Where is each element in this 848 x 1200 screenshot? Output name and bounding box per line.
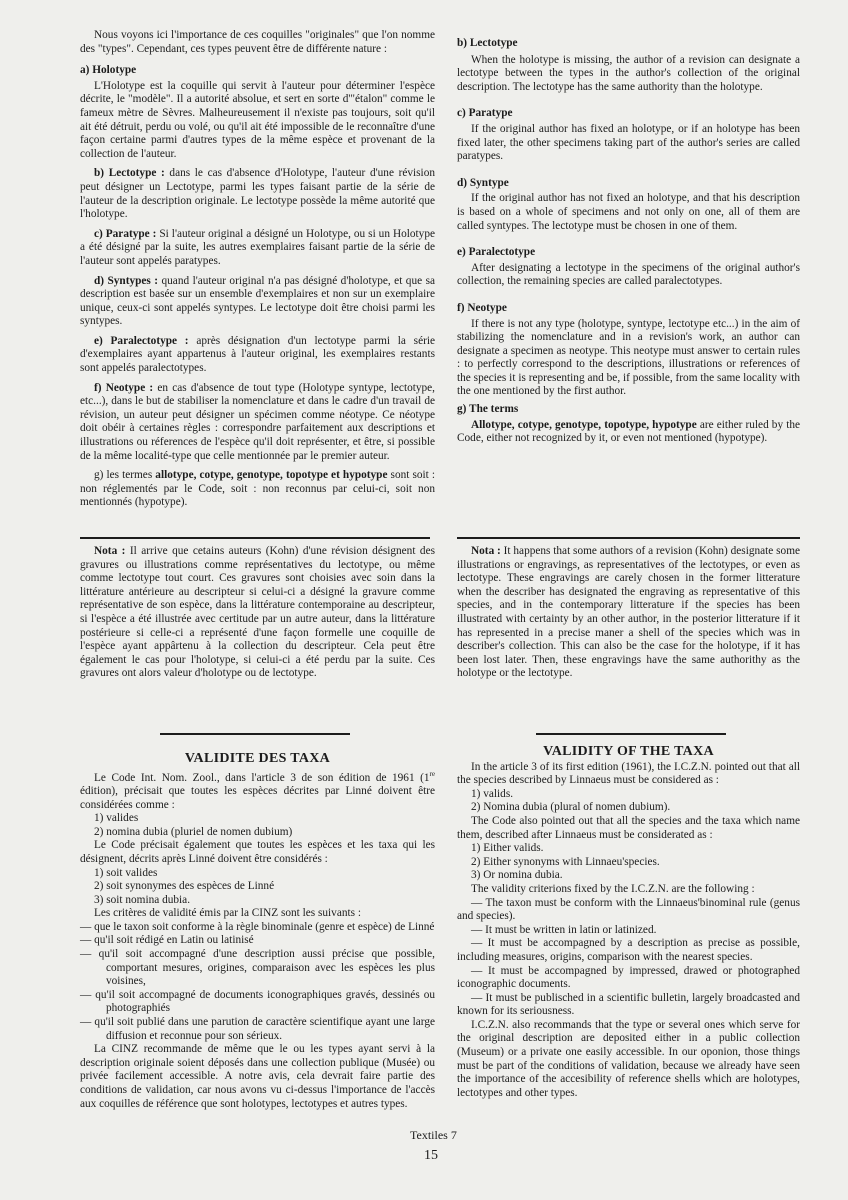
french-column-top bbox=[80, 29, 435, 510]
en-paralectotype-heading: e) Paralectotype bbox=[457, 246, 536, 259]
french-validity-section bbox=[80, 752, 435, 1111]
syntypes-paragraph bbox=[80, 275, 435, 329]
list-item: 1) valides bbox=[94, 812, 139, 825]
english-title-rule bbox=[536, 733, 726, 735]
en-terms-heading: g) The terms bbox=[457, 403, 519, 416]
en-nota-text: It happens that some authors of a revision (Kohn) designate some illustrations or engravings, as representatives of the lectotypes, or even as lectotype. These engravings are carely chosen in the former litterature when the describer has designated the engraving as representative of this species, and in the contemporary litterature if the species has been illustrated with certainty by an other author, in the posterior litterature if it has represented in a precise maner a shell of the species which was in describer's collection. This can also be the case for the holotype, if it has been lost later. Then, these engravings have the same authorithy as the holotype or the lectotype. bbox=[457, 545, 800, 680]
fr-validity-p1-b: édition), précisait que toutes les espèces décrites par Linné doivent être considérées comme : bbox=[80, 784, 435, 811]
criteria-item: — qu'il soit accompagné d'une description aussi précise que possible, comportant mesures, origines, comparaison avec les espèces les plus voisines, bbox=[80, 948, 435, 988]
holotype-paragraph: L'Holotype est la coquille qui servit à l'auteur pour déterminer l'espèce décrite, le "modèle". Il a autorité absolue, et sert en sorte d'"étalon" comme le fameux mètre de Sèvres. Malheureusement il n'existe pas toujours, soit qu'il ait été détruit, perdu ou volé, ou qu'il ait été impossible de le reconnaître d'une façon certaine parmi d'autres types de la même espèce et provenant de la collection de l'auteur. bbox=[80, 79, 435, 160]
criteria-item: — It must be written in latin or latinized. bbox=[471, 923, 657, 936]
neotype-label: f) Neotype : bbox=[94, 381, 154, 394]
en-neotype-paragraph: If there is not any type (holotype, syntype, lectotype etc...) in the aim of stabilizing the nomenclature and in a revision's work, an author can designate a specimen as neotype. This neotype must answer to certain rules : to perfectly correspond to the descriptions, illustrations or references of the species it is representing and be, if possible, from the same locality with the one mentioned by the first author. bbox=[457, 317, 800, 398]
english-divider bbox=[457, 537, 800, 539]
en-validity-title: VALIDITY OF THE TAXA bbox=[543, 744, 714, 759]
en-validity-p2: The Code also pointed out that all the species and the taxa which name them, described after Linnaeus must be considerated as : bbox=[457, 814, 800, 841]
fr-nota-paragraph bbox=[80, 545, 435, 681]
fr-nota-label: Nota : bbox=[94, 545, 126, 557]
en-terms-paragraph bbox=[457, 419, 800, 446]
paralectotype-label: e) Paralectotype : bbox=[94, 334, 189, 347]
en-nota-label: Nota : bbox=[471, 545, 501, 557]
magazine-name: Textiles 7 bbox=[410, 1128, 457, 1142]
list-item: 2) soit synonymes des espèces de Linné bbox=[94, 880, 275, 893]
terms-paragraph bbox=[80, 469, 435, 510]
lectotype-label: b) Lectotype : bbox=[94, 167, 165, 180]
en-validity-p4: I.C.Z.N. also recommands that the type or several ones which serve for the original description are deposited either in a public collection (Museum) or a private one easily accessible. In our oponion, those things must be part of the conditions of validation, because we already have seen the importance of the accesibility of reference shells which are holotypes, lectotypes and other types. bbox=[457, 1018, 800, 1099]
paralectotype-text: après désignation d'un lectotype parmi la série d'exemplaires ayant appartenus à l'auteur original, les exemplaires restants sont appelés paralectotypes. bbox=[80, 334, 436, 375]
syntypes-text: quand l'auteur original n'a pas désigné d'holotype, et que sa description est basée sur un ensemble d'exemplaires et non sur un exemplaire unique, ceux-ci sont appelés syntypes. Le lectotype doit être choisi parmi les syntypes. bbox=[80, 274, 435, 328]
paratype-paragraph bbox=[80, 228, 435, 269]
paratype-label: c) Paratype : bbox=[94, 227, 157, 240]
en-terms-text: are either ruled by the Code, either not recognized by it, or even not mentioned (hypotype). bbox=[457, 418, 800, 445]
neotype-text: en cas d'absence de tout type (Holotype syntype, lectotype, etc...), dans le but de stabiliser la nomenclature et dans le cadre d'un travail de révision, un auteur peut désigner un spécimen comme néotype. Ce néotype doit obéir à certaines règles : correspondre parfaitement aux descriptions et illustrations ou réferences de l'espèce qu'il doit représenter, et être, si possible de la même localité-type que celle mentionnée par le premier auteur. bbox=[80, 381, 436, 462]
fr-validity-title: VALIDITE DES TAXA bbox=[184, 751, 331, 766]
syntypes-label: d) Syntypes : bbox=[94, 274, 159, 287]
english-column-top bbox=[457, 37, 800, 446]
terms-bold: allotype, cotype, genotype, topotype et hypotype bbox=[155, 469, 388, 482]
criteria-item: — que le taxon soit conforme à la règle binominale (genre et espèce) de Linné bbox=[80, 920, 435, 933]
fr-validity-p2: Le Code précisait également que toutes les espèces et les taxa qui les désignent, décrits après Linné doivent être considérés : bbox=[80, 839, 435, 865]
list-item: 2) Nomina dubia (plural of nomen dubium). bbox=[471, 801, 671, 814]
page-number: 15 bbox=[424, 1148, 438, 1163]
fr-nota-text: Il arrive que cetains auteurs (Kohn) d'une révision désignent des gravures ou illustrations comme représentatives du lectotype, ou même comme lectotype tout court. Ces gravures sont choisies avec soin dans la littérature antérieure au descripteur si celui-ci a désigné la gravure comme représentative de son espèce, dans la littérature contemporaine au descripteur, si l'espèce a été illustrée avec certitude par un autre auteur, dans la littérature postérieure si celle-ci a représenté d'une façon formelle une coquille de l'espèce ayant appârtenu à la collection du descripteur. Cela peut être également le cas pour l'holotype, si celui-ci a été perdu par la suite. Ces gravures ont alors valeur d'holotype ou de lectotype. bbox=[80, 545, 435, 680]
criteria-item: — It must be accompagned by impressed, drawed or photographed iconographic documents. bbox=[457, 964, 800, 991]
criteria-item: — qu'il soit rédigé en Latin ou latinisé bbox=[80, 934, 254, 947]
en-terms-bold: Allotype, cotype, genotype, topotype, hypotype bbox=[471, 418, 697, 431]
criteria-item: — It must be accompagned by a description as precise as possible, including measures, origins, comparison with the nearest species. bbox=[457, 937, 800, 963]
fr-validity-p3: Les critères de validité émis par la CINZ sont les suivants : bbox=[94, 907, 361, 920]
paratype-text: Si l'auteur original a désigné un Holotype, ou si un Holotype a été désigné par la suite, les autres exemplaires faisant partie de la série de l'auteur sont appelés paratypes. bbox=[80, 227, 435, 267]
french-nota bbox=[80, 545, 435, 681]
list-item: 1) soit valides bbox=[94, 866, 158, 879]
en-lectotype-paragraph: When the holotype is missing, the author of a revision can designate a lectotype between the types in the author's collection of the original description. The lectotype has the same authority than the holotype. bbox=[457, 53, 800, 93]
en-paralectotype-paragraph: After designating a lectotype in the specimens of the original author's collection, the remaining species are called paralectotypes. bbox=[457, 261, 800, 288]
criteria-item: — qu'il soit publié dans une parution de caractère scientifique ayant une large diffusion et reconnue pour son sérieux. bbox=[80, 1016, 435, 1042]
en-nota-paragraph bbox=[457, 545, 800, 681]
list-item: 1) valids. bbox=[471, 787, 514, 800]
terms-label: g) les termes bbox=[94, 469, 156, 482]
lectotype-text: dans le cas d'absence d'Holotype, l'auteur d'une révision peut désigner un Lectotype, parmi les types faisant partie de la série de l'auteur de la description originale. Le lectotype possède la même autorité que l'holotype. bbox=[80, 167, 435, 221]
en-syntype-heading: d) Syntype bbox=[457, 176, 509, 189]
paralectotype-paragraph bbox=[80, 335, 435, 376]
fr-validity-p4: La CINZ recommande de même que le ou les types ayant servi à la description originale soient déposés dans une collection publique (Musée) ou privée facilement accessible. A notre avis, cela devrait faire partie des conditions de validation, car nous avons vu ci-dessus l'importance de l'accès aux coquilles de référence que sont holotypes, lectotypes et autres types. bbox=[80, 1043, 435, 1110]
en-validity-p1: In the article 3 of its first edition (1961), the I.C.Z.N. pointed out that all the species described by Linnaeus must be considered as : bbox=[457, 760, 800, 787]
en-neotype-heading: f) Neotype bbox=[457, 301, 507, 314]
fr-validity-p1-sup: re bbox=[429, 769, 435, 778]
intro-paragraph: Nous voyons ici l'importance de ces coquilles "originales" que l'on nomme des "types". Cependant, ces types peuvent être de différente nature : bbox=[80, 29, 435, 55]
list-item: 3) soit nomina dubia. bbox=[94, 893, 191, 906]
list-item: 2) nomina dubia (pluriel de nomen dubium) bbox=[94, 825, 293, 838]
neotype-paragraph bbox=[80, 382, 435, 464]
terms-text: sont soit : non réglementés par le Code, soit : non reconnus par celui-ci, soit non mentionnés (hypotype). bbox=[80, 469, 435, 509]
french-title-rule bbox=[160, 733, 350, 735]
list-item: 3) Or nomina dubia. bbox=[471, 869, 563, 882]
en-paratype-paragraph: If the original author has fixed an holotype, or if an holotype has been fixed later, the other specimens taking part of the author's series are called paratypes. bbox=[457, 122, 800, 163]
en-validity-p3: The validity criterions fixed by the I.C.Z.N. are the following : bbox=[471, 882, 755, 895]
criteria-item: — The taxon must be conform with the Linnaeus'binominal rule (genus and species). bbox=[457, 896, 800, 923]
english-validity-section bbox=[457, 745, 800, 1100]
list-item: 1) Either valids. bbox=[471, 842, 544, 855]
criteria-item: — qu'il soit accompagné de documents iconographiques gravés, dessinés ou photographiés bbox=[80, 988, 435, 1015]
en-paratype-heading: c) Paratype bbox=[457, 107, 513, 120]
lectotype-paragraph bbox=[80, 167, 435, 221]
en-syntype-paragraph: If the original author has not fixed an holotype, and that his description is based on a whole of specimens and not only on one, all of them are called syntypes. The lectotype must be chosen in one of them. bbox=[457, 192, 800, 232]
english-nota bbox=[457, 545, 800, 681]
french-divider bbox=[80, 537, 430, 539]
holotype-heading: a) Holotype bbox=[80, 64, 137, 77]
en-lectotype-heading: b) Lectotype bbox=[457, 37, 518, 49]
criteria-item: — It must be publisched in a scientific bulletin, largely broadcasted and known for its seriousness. bbox=[457, 991, 800, 1018]
fr-validity-p1-a: Le Code Int. Nom. Zool., dans l'article 3 de son édition de 1961 (1 bbox=[94, 771, 430, 784]
list-item: 2) Either synonyms with Linnaeu'species. bbox=[471, 855, 660, 868]
fr-validity-p1 bbox=[80, 768, 435, 813]
